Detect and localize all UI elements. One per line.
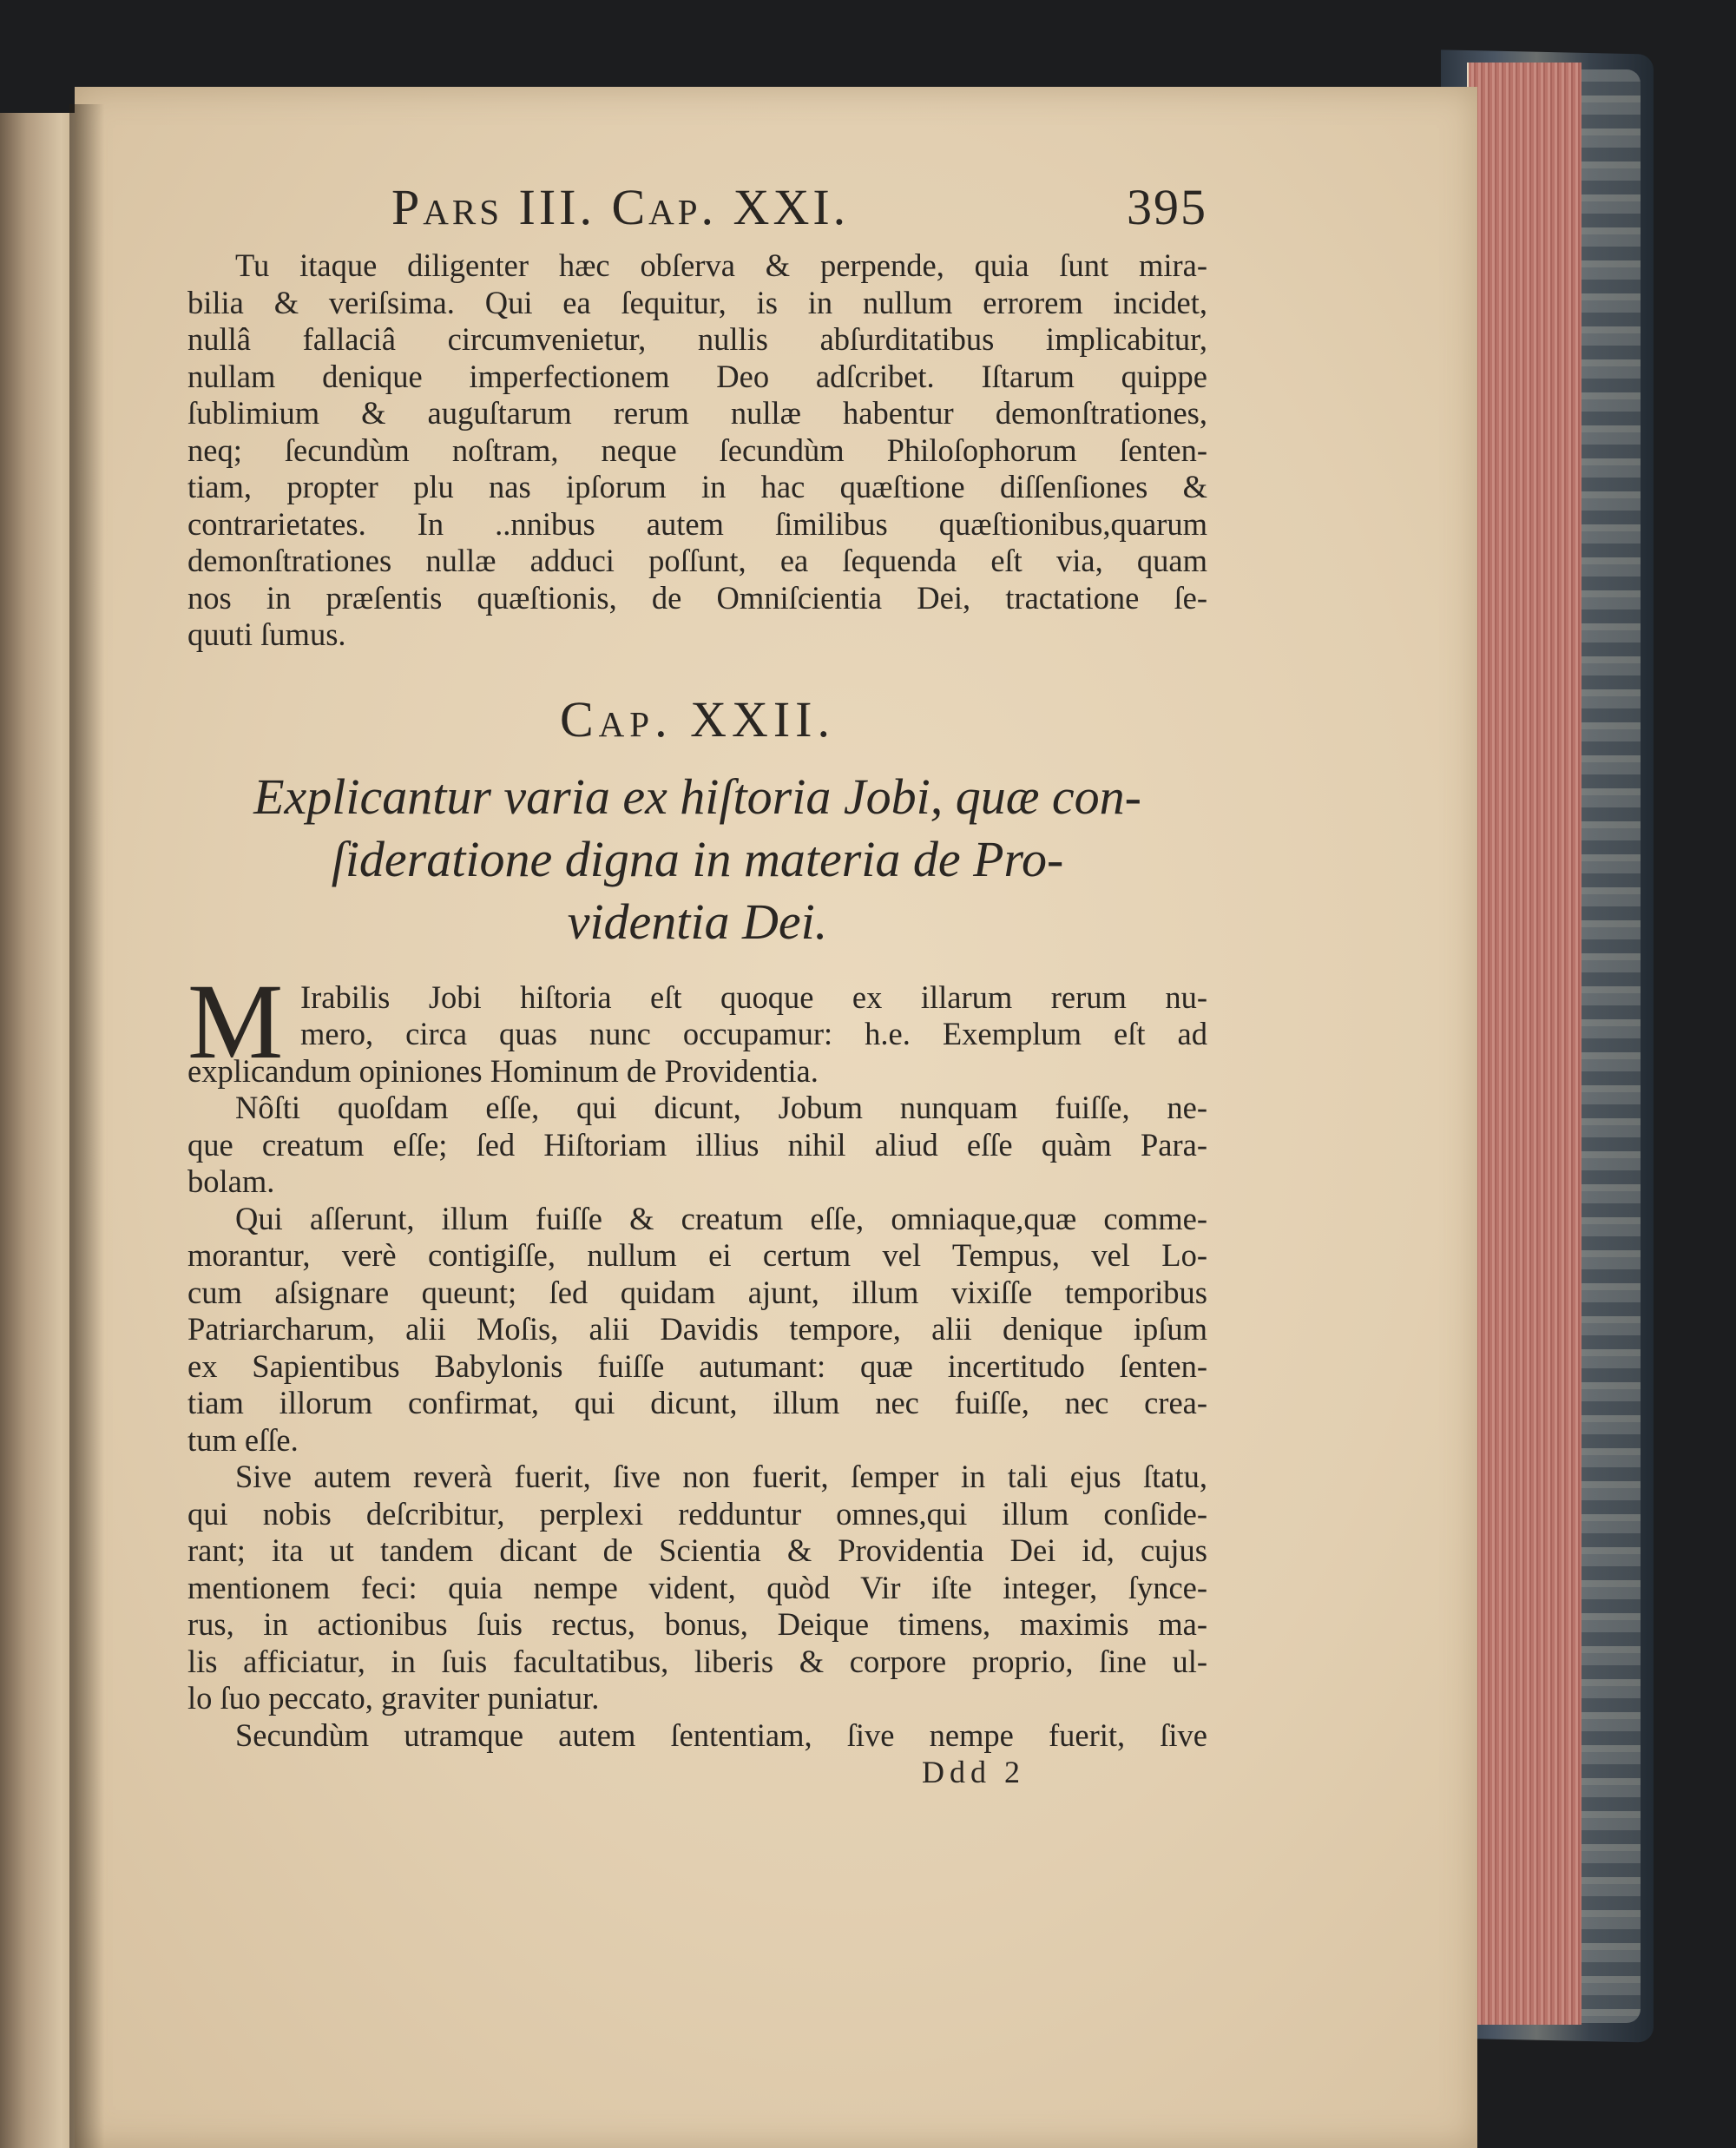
text-line: explicandum opiniones Hominum de Providentia. xyxy=(187,1052,819,1089)
text-line: morantur, verè contigiſſe, nullum ei certum vel Tempus, vel Lo- xyxy=(187,1237,1207,1273)
paragraph-4 xyxy=(187,1459,1207,1717)
left-page-edge xyxy=(0,113,76,2148)
text-line: lis afficiatur, in ſuis facultatibus, liberis & corpore proprio, ſine ul- xyxy=(187,1643,1207,1679)
section1-paragraph xyxy=(187,247,1207,654)
text-line: quuti ſumus. xyxy=(187,616,346,652)
chapter-title-line: Explicantur varia ex hiſtoria Jobi, quæ con- xyxy=(253,768,1141,825)
gutter-shadow xyxy=(69,104,104,2148)
text-line: contrarietates. In ..nnibus autem ſimilibus quæſtionibus,quarum xyxy=(187,505,1207,542)
paragraph-1 xyxy=(187,961,1207,1090)
text-line: bolam. xyxy=(187,1163,275,1199)
text-line: tiam, propter plu nas ipſorum in hac quæſtione diſſenſiones & xyxy=(187,469,1207,504)
text-line: rus, in actionibus ſuis rectus, bonus, Deique timens, maximis ma- xyxy=(187,1606,1207,1642)
text-line: Sive autem reverà fuerit, ſive non fuerit, ſemper in tali ejus ſtatu, xyxy=(235,1459,1207,1494)
text-line: tiam illorum confirmat, qui dicunt, illum nec fuiſſe, nec crea- xyxy=(187,1385,1207,1420)
drop-capital: M xyxy=(187,961,284,1081)
chapter-title xyxy=(187,766,1207,953)
text-line: Qui aſſerunt, illum fuiſſe & creatum eſſe, omniaque,quæ comme- xyxy=(235,1200,1207,1236)
text-line: nos in præſentis quæſtionis, de Omniſcientia Dei, tractatione ſe- xyxy=(187,579,1207,616)
text-line: Secundùm utramque autem ſententiam, ſive nempe fuerit, ſive xyxy=(235,1716,1207,1753)
text-line: nullâ fallaciâ circumvenietur, nullis abſurditatibus implicabitur, xyxy=(187,321,1207,357)
text-line: ſublimium & auguſtarum rerum nullæ habentur demonſtrationes, xyxy=(187,395,1207,431)
text-line: Irabilis Jobi hiſtoria eſt quoque ex illarum rerum nu- xyxy=(300,978,1207,1015)
paragraph-2 xyxy=(187,1090,1207,1201)
text-line: neq; ſecundùm noſtram, neque ſecundùm Philoſophorum ſenten- xyxy=(187,432,1207,468)
running-head-title: Pars III. Cap. XXI. xyxy=(391,179,850,235)
text-line: rant; ita ut tandem dicant de Scientia & Providentia Dei id, cujus xyxy=(187,1532,1207,1568)
chapter-title-line: videntia Dei. xyxy=(567,893,828,950)
text-line: Patriarcharum, alii Moſis, alii Davidis tempore, alii denique ipſum xyxy=(187,1311,1207,1347)
page-number: 395 xyxy=(1127,179,1207,235)
text-line: Nôſti quoſdam eſſe, qui dicunt, Jobum nunquam fuiſſe, ne- xyxy=(235,1090,1207,1125)
text-line: que creatum eſſe; ſed Hiſtoriam illius nihil aliud eſſe quàm Para- xyxy=(187,1126,1207,1163)
text-line: Tu itaque diligenter hæc obſerva & perpende, quia ſunt mira- xyxy=(235,247,1207,283)
chapter-heading: Cap. XXII. xyxy=(560,690,835,748)
text-line: bilia & veriſsima. Qui ea ſequitur, is in nullum errorem incidet, xyxy=(187,284,1207,320)
cover-worn-edge xyxy=(1580,69,1641,2023)
text-line: qui nobis deſcribitur, perplexi redduntur omnes,qui illum conſide- xyxy=(187,1495,1207,1532)
text-block xyxy=(187,169,1207,1790)
text-line: ex Sapientibus Babylonis fuiſſe autumant: quæ incertitudo ſenten- xyxy=(187,1347,1207,1384)
paragraph-5 xyxy=(187,1717,1207,1755)
text-line: mero, circa quas nunc occupamur: h.e. Exemplum eſt ad xyxy=(300,1016,1207,1051)
text-line: demonſtrationes nullæ adduci poſſunt, ea ſequenda eſt via, quam xyxy=(187,543,1207,578)
text-line: tum eſſe. xyxy=(187,1421,299,1458)
paragraph-3 xyxy=(187,1201,1207,1459)
text-line: lo ſuo peccato, graviter puniatur. xyxy=(187,1680,600,1716)
text-line: nullam denique imperfectionem Deo adſcribet. Iſtarum quippe xyxy=(187,358,1207,394)
chapter-title-line: ſideratione digna in materia de Pro- xyxy=(331,830,1064,887)
catchword-signature: Ddd 2 xyxy=(922,1755,1025,1789)
page-block-edges xyxy=(1467,63,1581,2025)
running-head xyxy=(187,169,1207,247)
text-line: cum aſsignare queunt; ſed quidam ajunt, illum vixiſſe temporibus xyxy=(187,1274,1207,1310)
text-line: mentionem feci: quia nempe vident, quòd Vir iſte integer, ſynce- xyxy=(187,1569,1207,1605)
